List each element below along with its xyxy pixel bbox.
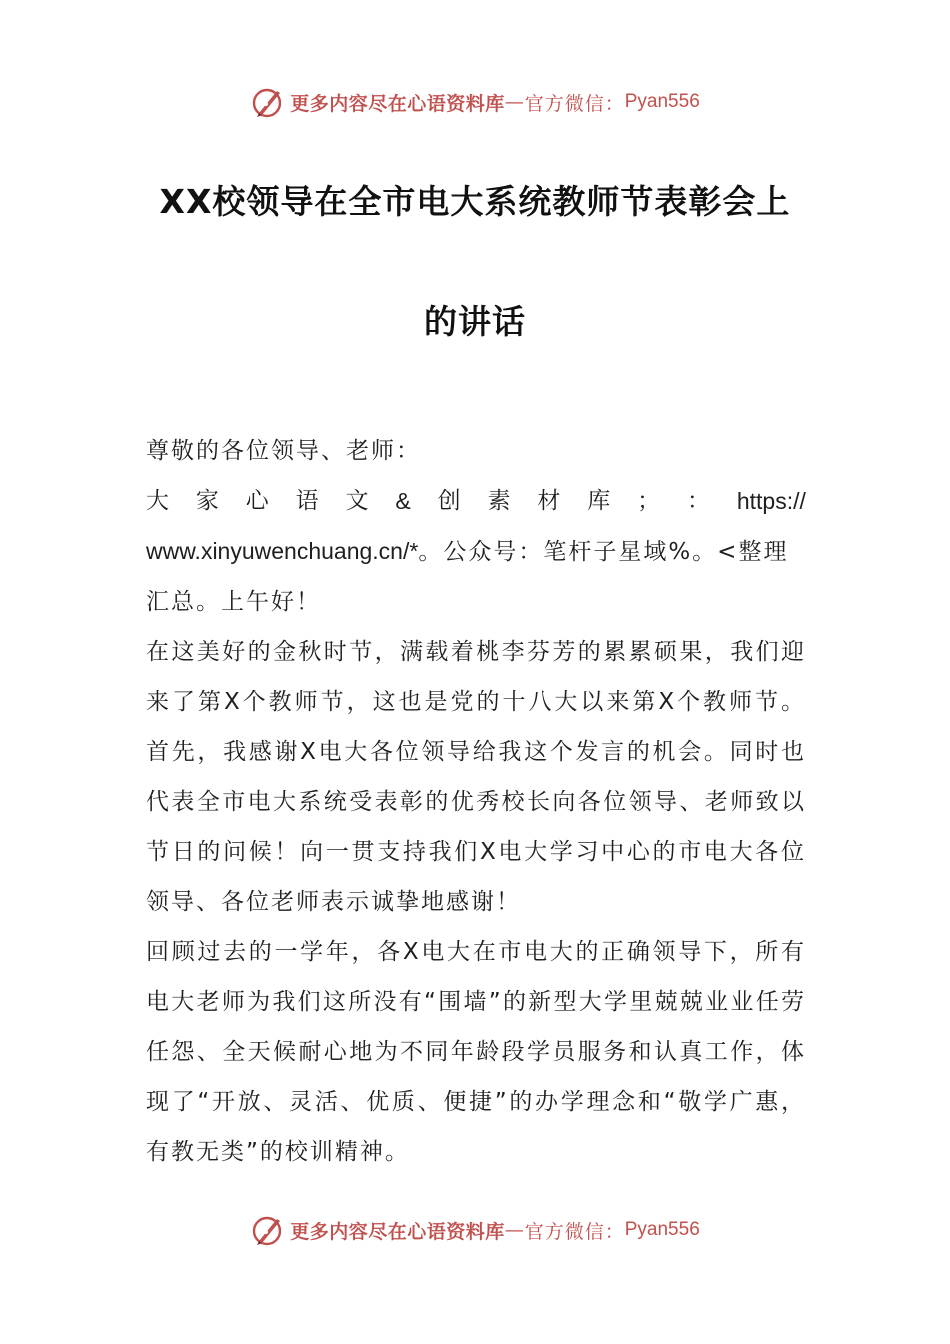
spread-char: 大: [146, 488, 169, 514]
document-title-line-2: 的讲话: [424, 302, 526, 341]
document-body: [146, 426, 806, 1177]
greeting-line: 汇总。上午好！: [146, 589, 321, 615]
spread-char: 创: [437, 488, 461, 514]
url-line-rest: 。公众号：笔杆子星域%。<整理: [418, 539, 789, 565]
header-watermark-banner: [0, 84, 950, 120]
watermark-dash: —: [504, 91, 525, 113]
watermark-wechat-id: Pyan556: [624, 91, 700, 112]
source-url: www.xinyuwenchuang.cn/*: [146, 538, 419, 564]
salutation: 尊敬的各位领导、老师：: [146, 438, 421, 464]
url-line: [146, 526, 806, 577]
watermark-wechat-id: Pyan556: [624, 1219, 700, 1240]
pen-in-circle-logo-icon: [250, 1212, 286, 1248]
footer-watermark-banner: [0, 1212, 950, 1248]
spread-char: 语: [295, 488, 319, 514]
spread-char: 库: [587, 488, 611, 514]
spread-char: 材: [537, 488, 561, 514]
paragraph-1: 在这美好的金秋时节，满载着桃李芬芳的累累硕果，我们迎来了第X个教师节，这也是党的十八大以来第X个教师节。首先，我感谢X电大各位领导给我这个发言的机会。同时也代表全市电大系统受表彰的优秀校长向各位领导、老师致以节日的问候！向一贯支持我们X电大学习中心的市电大各位领导、各位老师表示诚挚地感谢！: [146, 639, 806, 915]
watermark-official-text: 官方微信：: [524, 1220, 625, 1243]
source-spread-line: [146, 476, 806, 526]
paragraph-2: 回顾过去的一学年，各X电大在市电大的正确领导下，所有电大老师为我们这所没有“围墙”的新型大学里兢兢业业任劳任怨、全天候耐心地为不同年龄段学员服务和认真工作，体现了“开放、灵活、优质、便捷”的办学理念和“敬学广惠，有教无类”的校训精神。: [146, 939, 806, 1165]
spread-char: 心: [245, 488, 269, 514]
spread-char: ；: [637, 488, 661, 514]
watermark-dash: —: [504, 1219, 525, 1241]
watermark-site-text: 更多内容尽在心语资料库: [290, 92, 505, 115]
spread-char: 家: [195, 488, 219, 514]
document-title-line-1: XX校领导在全市电大系统教师节表彰会上: [159, 182, 791, 221]
spread-char: ：: [686, 488, 710, 514]
spread-char: https://: [736, 488, 806, 514]
spread-char: &: [395, 488, 411, 514]
watermark-site-text: 更多内容尽在心语资料库: [290, 1220, 505, 1243]
pen-in-circle-logo-icon: [250, 84, 286, 120]
watermark-official-text: 官方微信：: [524, 92, 625, 115]
spread-char: 素: [487, 488, 511, 514]
spread-char: 文: [345, 488, 369, 514]
